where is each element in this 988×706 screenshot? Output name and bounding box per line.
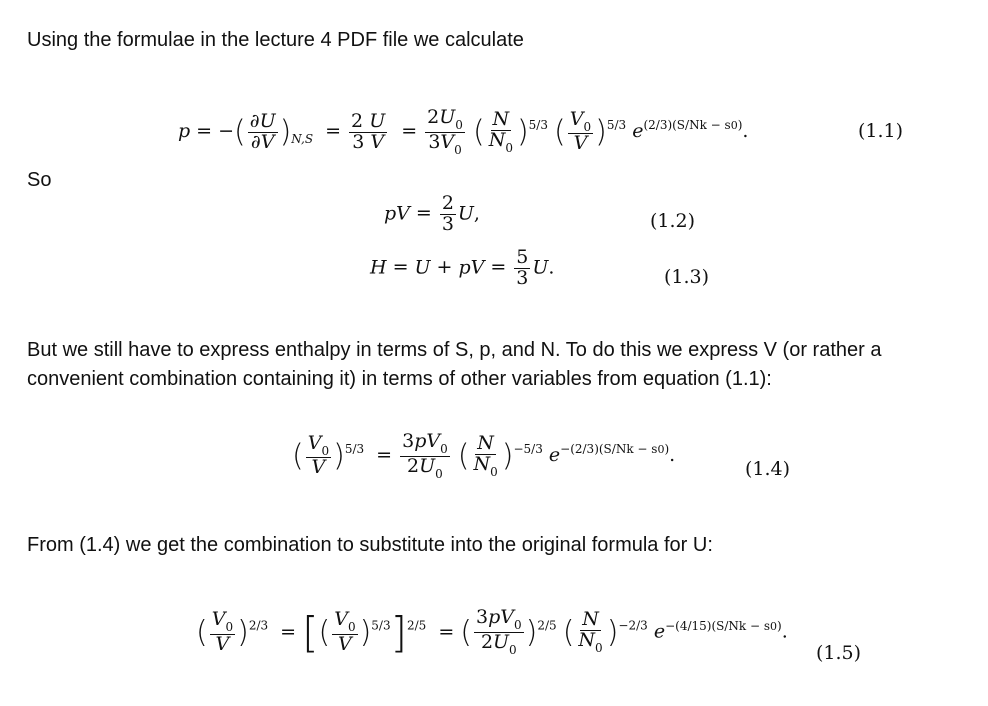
body-text-line-1: But we still have to express enthalpy in terms of S, p, and N. To do this we express V (or rather a — [27, 339, 882, 361]
transition-text: From (1.4) we get the combination to substitute into the original formula for U: — [27, 534, 713, 556]
intro-text: Using the formulae in the lecture 4 PDF file we calculate — [27, 29, 524, 51]
equation-1-4: ( $\frac{V_0}{V}$ )$^{5/3}$ = $\frac{3pV_0}{2U_0}$ ( $\frac{N}{N_0}$ )$^{-5/3}$ $e^{-(2/3)(S/Nk - s0)}$. — [292, 430, 676, 481]
equation-1-3: H = U + pV = $\frac{5}{3}$ U. — [370, 246, 555, 289]
body-text-line-2: convenient combination containing it) in terms of other variables from equation (1.1): — [27, 368, 772, 390]
equation-1-2: pV = $\frac{2}{3}$ U, — [384, 192, 480, 235]
so-text: So — [27, 169, 52, 191]
equation-number-1-2: (1.2) — [650, 210, 696, 232]
equation-1-5: ( $\frac{V_0}{V}$ )$^{2/3}$ = [( $\frac{V_0}{V}$ )$^{5/3}$]$^{2/5}$ = ( $\frac{3pV_0}{2U_0}$ )$^{2/5}$ ( $\frac{N}{N_0}$ )$^{-2/3}$ $e^{-(4/15)(S/Nk - s0)}$. — [196, 606, 788, 657]
equation-number-1-4: (1.4) — [745, 458, 791, 480]
equation-number-1-3: (1.3) — [664, 266, 710, 288]
equation-number-1-1: (1.1) — [858, 120, 904, 142]
equation-number-1-5: (1.5) — [816, 642, 862, 664]
equation-1-1: p = −( $\frac{\partial U}{\partial V}$ )$_{N,S}$ = $\frac{2 U}{3 V}$ = $\frac{2U_0}{3V_0}$ ( $\frac{N}{N_0}$ )$^{5/3}$ ( $\frac{V_0}{V}$ )$^{5/3}$ $e^{(2/3)(S/Nk - s0)}$. — [178, 106, 749, 157]
